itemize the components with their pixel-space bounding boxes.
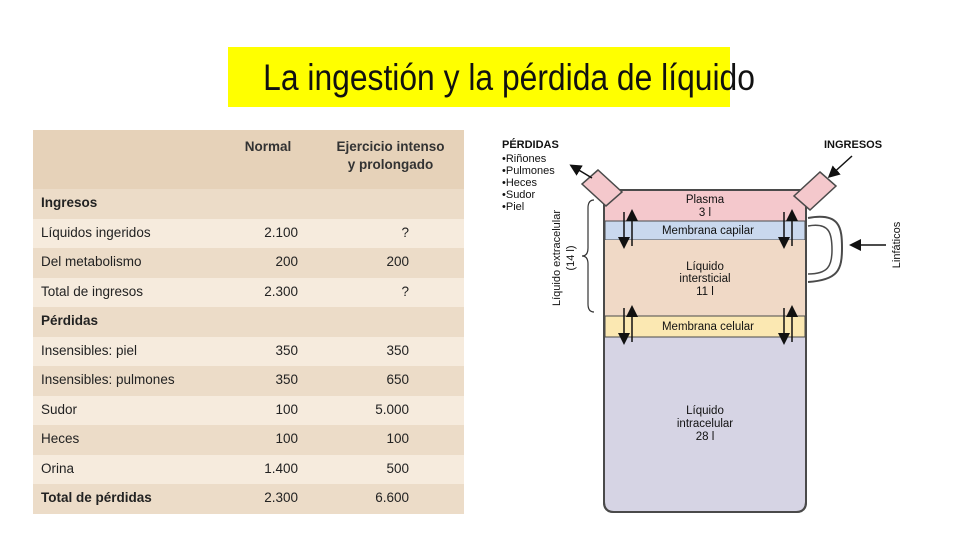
intracellular-label-2: intracelular bbox=[676, 418, 734, 430]
header-exercise-line1: Ejercicio intenso bbox=[336, 139, 445, 154]
interstitial-label-2: intersticial bbox=[679, 273, 731, 285]
cell-membrane-label: Membrana celular bbox=[661, 321, 755, 333]
row-normal-value: 100 bbox=[275, 401, 298, 417]
intake-title: INGRESOS bbox=[824, 139, 883, 151]
row-normal-value: 2.100 bbox=[264, 224, 298, 240]
row-normal-value: 350 bbox=[275, 372, 298, 387]
row-exercise-value: 6.600 bbox=[375, 490, 409, 505]
row-label: Total de ingresos bbox=[41, 283, 144, 299]
row-normal-value: 350 bbox=[275, 342, 298, 358]
row-exercise-value: ? bbox=[401, 224, 409, 240]
loss-arrow bbox=[572, 166, 592, 178]
row-normal-value: 2.300 bbox=[264, 283, 298, 299]
row-exercise-value: 200 bbox=[386, 254, 409, 269]
plasma-label: Plasma bbox=[685, 194, 725, 206]
interstitial-volume: 11 l bbox=[696, 286, 714, 298]
extracellular-brace bbox=[582, 200, 594, 312]
row-normal-value: 1.400 bbox=[264, 460, 298, 476]
row-label: Sudor bbox=[41, 401, 78, 417]
loss-item: •Pulmones bbox=[502, 165, 555, 177]
intracellular-volume: 28 l bbox=[695, 431, 715, 443]
row-exercise-value: 650 bbox=[386, 372, 409, 387]
extracellular-label: Líquido extracelular bbox=[551, 209, 563, 307]
row-exercise-value: 350 bbox=[386, 342, 409, 358]
interstitial-label-1: Líquido bbox=[686, 261, 724, 273]
losses-title: PÉRDIDAS bbox=[502, 139, 559, 151]
row-normal-value: 2.300 bbox=[264, 490, 298, 505]
row-label: Del metabolismo bbox=[41, 254, 142, 269]
capillary-membrane-label: Membrana capilar bbox=[661, 225, 755, 237]
row-label: Líquidos ingeridos bbox=[41, 224, 151, 240]
slide-title: La ingestión y la pérdida de líquido bbox=[263, 57, 755, 98]
jug-body bbox=[604, 190, 806, 512]
row-normal-value: 200 bbox=[275, 254, 298, 269]
lymphatics-label: Linfáticos bbox=[891, 221, 903, 269]
row-label: Insensibles: piel bbox=[41, 342, 138, 358]
intake-arrow bbox=[830, 156, 852, 176]
row-label: Ingresos bbox=[41, 195, 98, 210]
row-label: Insensibles: pulmones bbox=[41, 372, 175, 387]
loss-item: •Riñones bbox=[502, 153, 547, 165]
loss-item: •Piel bbox=[502, 201, 525, 213]
loss-item: •Heces bbox=[502, 177, 538, 189]
row-exercise-value: 5.000 bbox=[375, 401, 409, 417]
header-normal: Normal bbox=[244, 139, 292, 154]
header-exercise-line2: y prolongado bbox=[347, 157, 434, 172]
row-label: Pérdidas bbox=[41, 313, 99, 328]
row-normal-value: 100 bbox=[275, 431, 298, 446]
jug-handle bbox=[808, 217, 842, 282]
plasma-volume: 3 l bbox=[698, 207, 712, 219]
extracellular-volume: (14 l) bbox=[565, 245, 577, 271]
loss-item: •Sudor bbox=[502, 189, 536, 201]
row-label: Total de pérdidas bbox=[41, 490, 152, 505]
intracellular-label-1: Líquido bbox=[686, 405, 724, 417]
row-exercise-value: 500 bbox=[386, 460, 409, 476]
row-exercise-value: 100 bbox=[386, 431, 409, 446]
row-label: Orina bbox=[41, 460, 75, 476]
row-label: Heces bbox=[41, 431, 80, 446]
row-exercise-value: ? bbox=[401, 283, 409, 299]
